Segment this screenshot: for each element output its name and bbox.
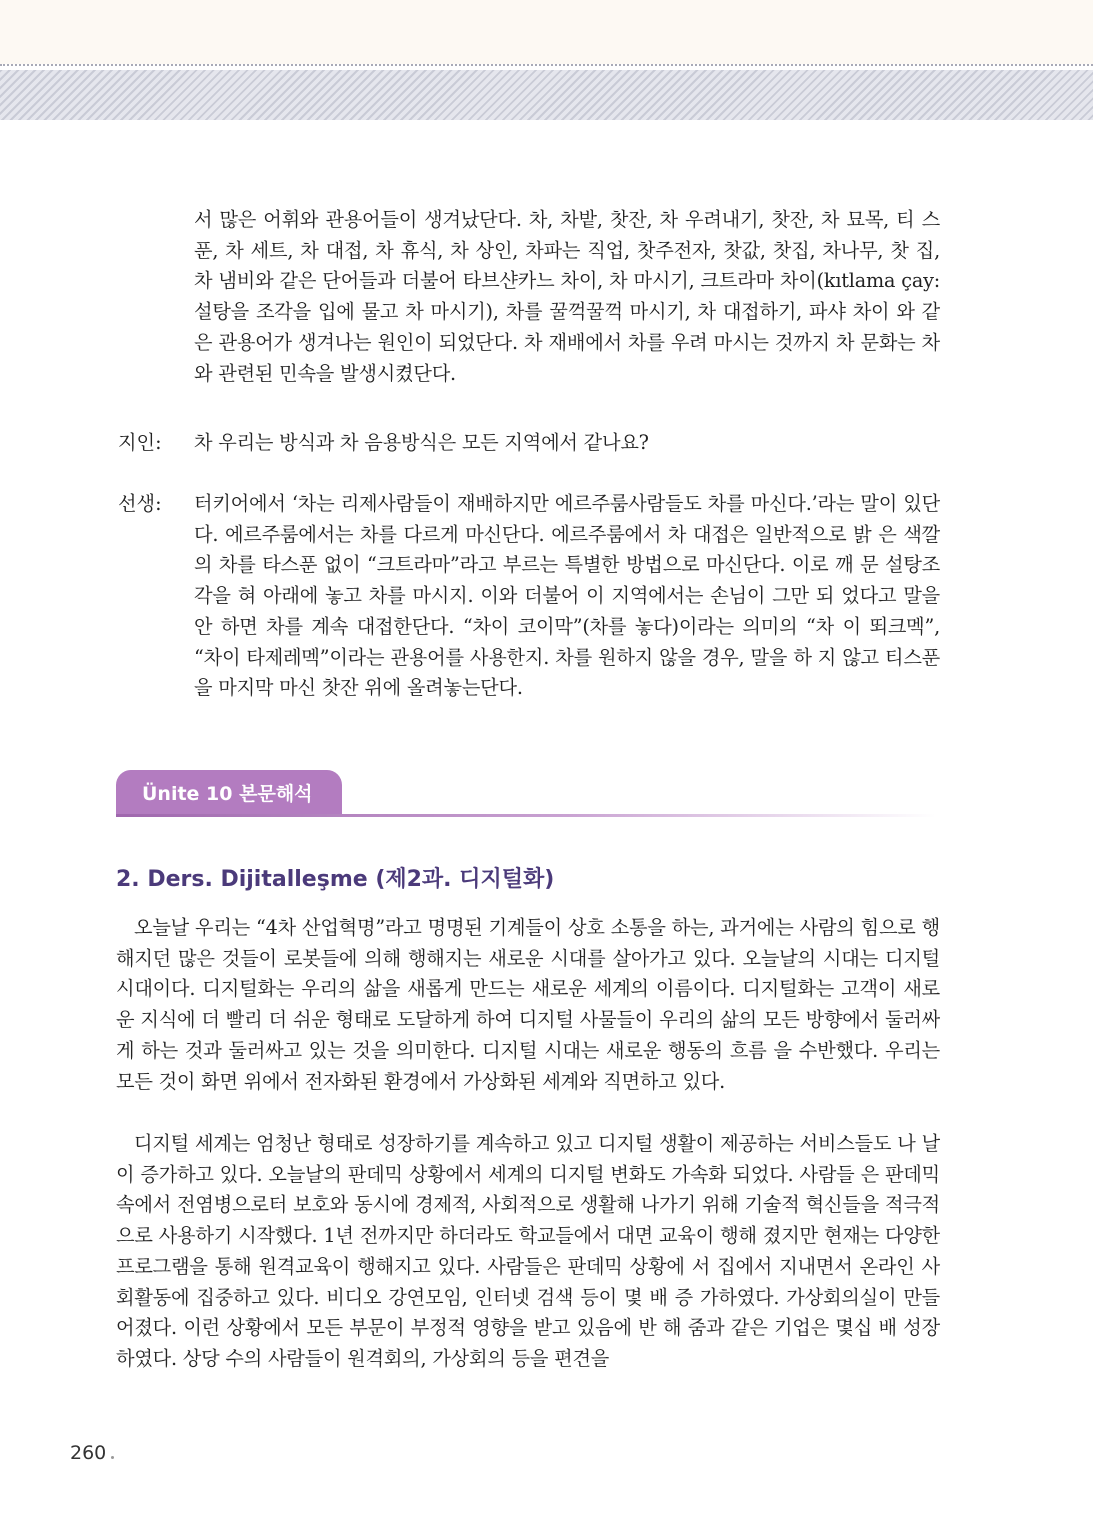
unit-tab: Ünite 10 본문해석	[116, 770, 342, 816]
page-number-dot	[111, 1456, 114, 1459]
page-number: 260	[70, 1442, 107, 1464]
section-paragraph-1: 오늘날 우리는 “4차 산업혁명”라고 명명된 기계들이 상호 소통을 하는, 과거에는 사람의 힘으로 행해지던 많은 것들이 로봇들에 의해 행해지는 새로운 시대를 살아가고 있다. 오늘날의 시대는 디지털 시대이다. 디지털화는 우리의 삶을 새롭게 만드는 새로운 세계의 이름이다. 디지털화는 고객이 새로운 지식에 더 빨리 더 쉬운 형태로 도달하게 하여 디지털 사물들이 우리의 삶의 모든 방향에서 둘러싸게 하는 것과 둘러싸고 있는 것을 의미한다. 디지털 시대는 새로운 행동의 흐름 을 수반했다. 우리는 모든 것이 화면 위에서 전자화된 환경에서 가상화된 세계와 직면하고 있다.	[116, 916, 940, 1093]
speaker-label-teacher: 선생:	[118, 492, 162, 515]
page-header-band	[0, 0, 1093, 64]
section-paragraph-2: 디지털 세계는 엄청난 형태로 성장하기를 계속하고 있고 디지털 생활이 제공하는 서비스들도 나 날이 증가하고 있다. 오늘날의 판데믹 상황에서 세계의 디지털 변화도 가속화 되었다. 사람들 은 판데믹 속에서 전염병으로터 보호와 동시에 경제적, 사회적으로 생활해 나가기 위해 기술적 혁신들을 적극적으로 사용하기 시작했다. 1년 전까지만 하더라도 학교들에서 대면 교육이 행해 졌지만 현재는 다양한 프로그램을 통해 원격교육이 행해지고 있다. 사람들은 판데믹 상황에 서 집에서 지내면서 온라인 사회활동에 집중하고 있다. 비디오 강연모임, 인터넷 검색 등이 몇 배 증 가하였다. 가상회의실이 만들어졌다. 이런 상황에서 모든 부문이 부정적 영향을 받고 있음에 반 해 줌과 같은 기업은 몇십 배 성장하였다. 상당 수의 사람들이 원격회의, 가상회의 등을 편견을	[116, 1132, 941, 1370]
teacher-answer: 터키어에서 ‘차는 리제사람들이 재배하지만 에르주룸사람들도 차를 마신다.’라는 말이 있단다. 에르주룸에서는 차를 다르게 마신단다. 에르주룸에서 차 대접은 일반적으로 밝 은 색깔의 차를 타스푼 없이 “크트라마”라고 부르는 특별한 방법으로 마신단다. 이로 깨 문 설탕조각을 혀 아래에 놓고 차를 마시지. 이와 더불어 이 지역에서는 손님이 그만 되 었다고 말을 안 하면 차를 계속 대접한단다. “차이 코이막”(차를 놓다)이라는 의미의 “차 이 뙤크멕”, “차이 타제레멕”이라는 관용어를 사용한지. 차를 원하지 않을 경우, 말을 하 지 않고 티스푼을 마지막 마신 찻잔 위에 올려놓는단다.	[194, 492, 941, 700]
header-dotted-rule	[0, 64, 1093, 66]
speaker-label-jiin: 지인:	[118, 431, 162, 454]
unit-divider	[116, 814, 936, 817]
continued-paragraph: 서 많은 어휘와 관용어들이 생겨났단다. 차, 차밭, 찻잔, 차 우려내기, 찻잔, 차 묘목, 티 스푼, 차 세트, 차 대접, 차 휴식, 차 상인, 차파는 직업, 찻주전자, 찻값, 찻집, 차나무, 찻 집, 차 냄비와 같은 단어들과 더불어 타브샨카느 차이, 차 마시기, 크트라마 차이(kıtlama çay: 설탕을 조각을 입에 물고 차 마시기), 차를 꿀꺽꿀꺽 마시기, 차 대접하기, 파샤 차이 와 같은 관용어가 생겨나는 원인이 되었단다. 차 재배에서 차를 우려 마시는 것까지 차 문화는 차와 관련된 민속을 발생시켰단다.	[194, 208, 941, 385]
section-title: 2. Ders. Dijitalleşme (제2과. 디지털화)	[116, 867, 555, 892]
jiin-question: 차 우리는 방식과 차 음용방식은 모든 지역에서 같나요?	[194, 431, 649, 454]
header-stripe-band	[0, 70, 1093, 120]
